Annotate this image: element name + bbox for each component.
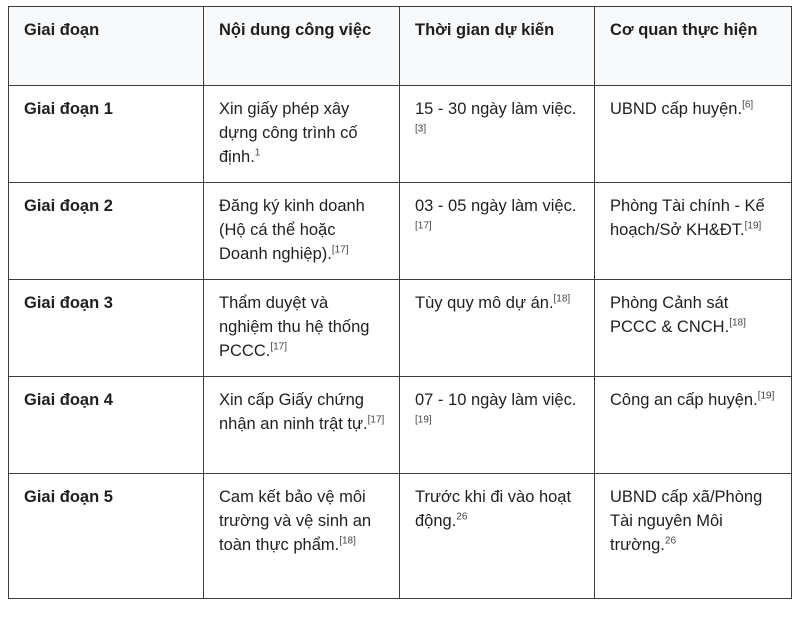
agency-text: Phòng Tài chính - Kế hoạch/Sở KH&ĐT. [610, 197, 765, 239]
task-text: Xin cấp Giấy chứng nhận an ninh trật tự. [219, 391, 368, 433]
agency-cell [595, 377, 792, 474]
agency-cell [595, 183, 792, 280]
agency-text: UBND cấp huyện. [610, 100, 743, 118]
citation-link[interactable]: 26 [664, 535, 677, 547]
table-row [9, 183, 792, 280]
time-text: Tùy quy mô dự án. [415, 294, 554, 312]
header-task: Nội dung công việc [204, 7, 400, 86]
agency-cell [595, 474, 792, 599]
task-text: Xin giấy phép xây dựng công trình cố định. [219, 100, 358, 166]
citation-link[interactable]: [19] [744, 220, 762, 232]
citation-link[interactable]: [19] [757, 390, 775, 402]
task-cell [204, 86, 400, 183]
stage-cell: Giai đoạn 3 [9, 280, 204, 377]
agency-text: Công an cấp huyện. [610, 391, 758, 409]
task-text: Đăng ký kinh doanh (Hộ cá thể hoặc Doanh nghiệp). [219, 197, 365, 263]
task-text: Cam kết bảo vệ môi trường và vệ sinh an toàn thực phẩm. [219, 488, 372, 554]
time-text: 07 - 10 ngày làm việc. [415, 391, 577, 409]
citation-link[interactable]: [17] [367, 414, 385, 426]
citation-link[interactable]: [17] [270, 341, 288, 353]
citation-link[interactable]: [17] [415, 220, 432, 232]
citation-link[interactable]: [6] [742, 99, 754, 111]
citation-link[interactable]: 1 [254, 147, 261, 159]
task-cell [204, 377, 400, 474]
time-text: 15 - 30 ngày làm việc. [415, 100, 577, 118]
agency-cell [595, 280, 792, 377]
time-cell [400, 377, 595, 474]
citation-link[interactable]: [3] [415, 123, 427, 135]
time-text: 03 - 05 ngày làm việc. [415, 197, 577, 215]
agency-cell [595, 86, 792, 183]
time-cell [400, 86, 595, 183]
time-cell [400, 280, 595, 377]
task-cell [204, 280, 400, 377]
header-stage: Giai đoạn [9, 7, 204, 86]
stage-cell: Giai đoạn 5 [9, 474, 204, 599]
table-row [9, 377, 792, 474]
citation-link[interactable]: [19] [415, 414, 432, 426]
table-row [9, 474, 792, 599]
citation-link[interactable]: [18] [339, 535, 356, 547]
citation-link[interactable]: [17] [331, 244, 349, 256]
procedure-table [8, 6, 792, 599]
time-cell [400, 474, 595, 599]
table-header-row [9, 7, 792, 86]
time-text: Trước khi đi vào hoạt động. [415, 488, 572, 530]
task-cell [204, 474, 400, 599]
citation-link[interactable]: [18] [553, 293, 571, 305]
table-row [9, 86, 792, 183]
stage-cell: Giai đoạn 1 [9, 86, 204, 183]
agency-text: Phòng Cảnh sát PCCC & CNCH. [610, 294, 730, 336]
header-time: Thời gian dự kiến [400, 7, 595, 86]
stage-cell: Giai đoạn 2 [9, 183, 204, 280]
header-agency: Cơ quan thực hiện [595, 7, 792, 86]
stage-cell: Giai đoạn 4 [9, 377, 204, 474]
citation-link[interactable]: 26 [456, 511, 468, 523]
task-cell [204, 183, 400, 280]
time-cell [400, 183, 595, 280]
citation-link[interactable]: [18] [729, 317, 746, 329]
task-text: Thẩm duyệt và nghiệm thu hệ thống PCCC. [219, 294, 370, 360]
agency-text: UBND cấp xã/Phòng Tài nguyên Môi trường. [610, 488, 763, 554]
table-row [9, 280, 792, 377]
